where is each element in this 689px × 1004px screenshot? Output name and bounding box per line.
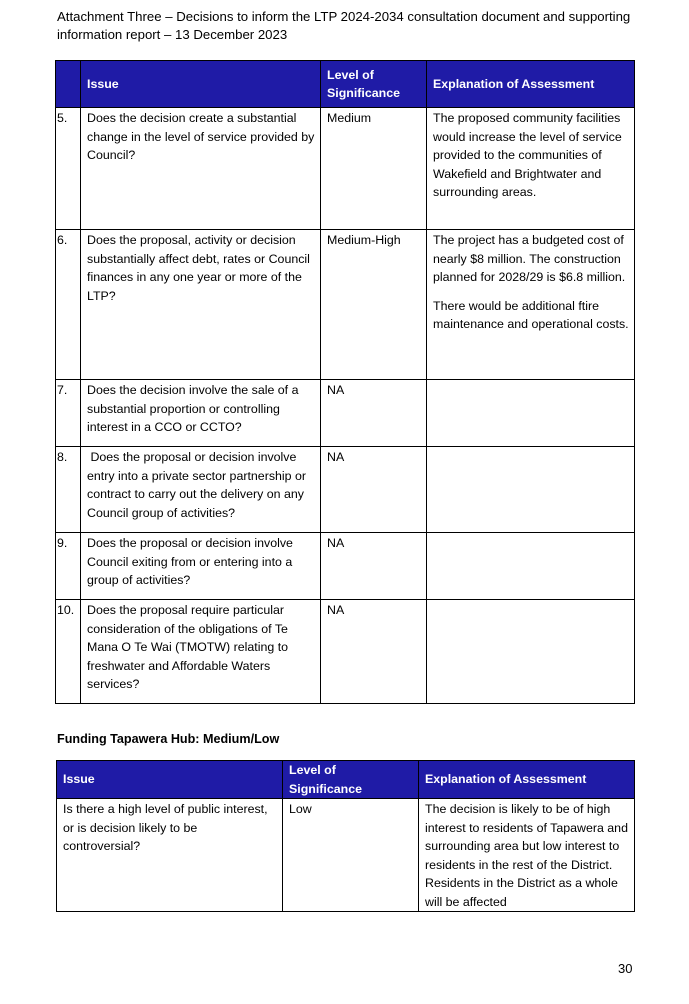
explanation-cell: The decision is likely to be of high interest to residents of Tapawera and surrounding area but low interest to residents in the rest of the District. Residents in the District as a whole will be affected — [419, 799, 635, 912]
explanation-cell — [427, 230, 635, 380]
issue-cell: Does the proposal or decision involve entry into a private sector partnership or contract to carry out the delivery on any Council group of activities? — [81, 447, 321, 533]
explanation-paragraph: The project has a budgeted cost of nearly $8 million. The construction planned for 2028/29 is $6.8 million. — [433, 233, 626, 284]
header-issue: Issue — [57, 761, 283, 799]
level-cell: NA — [321, 447, 427, 533]
table-row — [56, 108, 635, 230]
header-line-1: Attachment Three – Decisions to inform the LTP 2024-2034 consultation document and supporting — [57, 9, 631, 24]
issue-cell: Does the decision create a substantial change in the level of service provided by Council? — [81, 108, 321, 230]
explanation-paragraph: There would be additional ftire maintenance and operational costs. — [433, 298, 629, 331]
table-row — [56, 447, 635, 533]
table-header-row — [57, 761, 635, 799]
level-cell: Medium — [321, 108, 427, 230]
row-number: 7. — [56, 380, 81, 447]
issue-cell: Does the decision involve the sale of a substantial proportion or controlling interest in a CCO or CCTO? — [81, 380, 321, 447]
table-row — [56, 533, 635, 600]
header-level: Level of Significance — [321, 61, 427, 108]
issue-cell: Does the proposal require particular consideration of the obligations of Te Mana O Te Wai (TMOTW) relating to freshwater and Affordable Waters services? — [81, 600, 321, 704]
explanation-cell — [427, 447, 635, 533]
explanation-cell — [427, 533, 635, 600]
explanation-paragraph: The proposed community facilities would increase the level of service provided to the communities of Wakefield and Brightwater and surrounding areas. — [433, 111, 622, 199]
table-row — [56, 380, 635, 447]
row-number: 8. — [56, 447, 81, 533]
row-number: 6. — [56, 230, 81, 380]
header-explanation: Explanation of Assessment — [427, 61, 635, 108]
explanation-cell — [427, 600, 635, 704]
header-num-cell — [56, 61, 81, 108]
significance-table — [55, 60, 635, 704]
issue-cell: Does the proposal or decision involve Council exiting from or entering into a group of activities? — [81, 533, 321, 600]
row-number: 10. — [56, 600, 81, 704]
table-row — [56, 600, 635, 704]
table-row — [56, 230, 635, 380]
level-cell: Low — [283, 799, 419, 912]
table-row — [57, 799, 635, 912]
level-cell: NA — [321, 600, 427, 704]
header-level: Level of Significance — [283, 761, 419, 799]
issue-cell: Does the proposal, activity or decision substantially affect debt, rates or Council finances in any one year or more of the LTP? — [81, 230, 321, 380]
row-number: 9. — [56, 533, 81, 600]
header-explanation: Explanation of Assessment — [419, 761, 635, 799]
level-cell: NA — [321, 380, 427, 447]
section-title: Funding Tapawera Hub: Medium/Low — [57, 732, 280, 746]
table-header-row — [56, 61, 635, 108]
level-cell: Medium-High — [321, 230, 427, 380]
tapawera-significance-table — [56, 760, 635, 912]
explanation-cell — [427, 108, 635, 230]
header-line-2: information report – 13 December 2023 — [57, 27, 288, 42]
issue-cell: Is there a high level of public interest, or is decision likely to be controversial? — [57, 799, 283, 912]
level-cell: NA — [321, 533, 427, 600]
header-issue: Issue — [81, 61, 321, 108]
page-header — [57, 8, 657, 44]
page-number: 30 — [618, 961, 633, 976]
row-number: 5. — [56, 108, 81, 230]
explanation-cell — [427, 380, 635, 447]
